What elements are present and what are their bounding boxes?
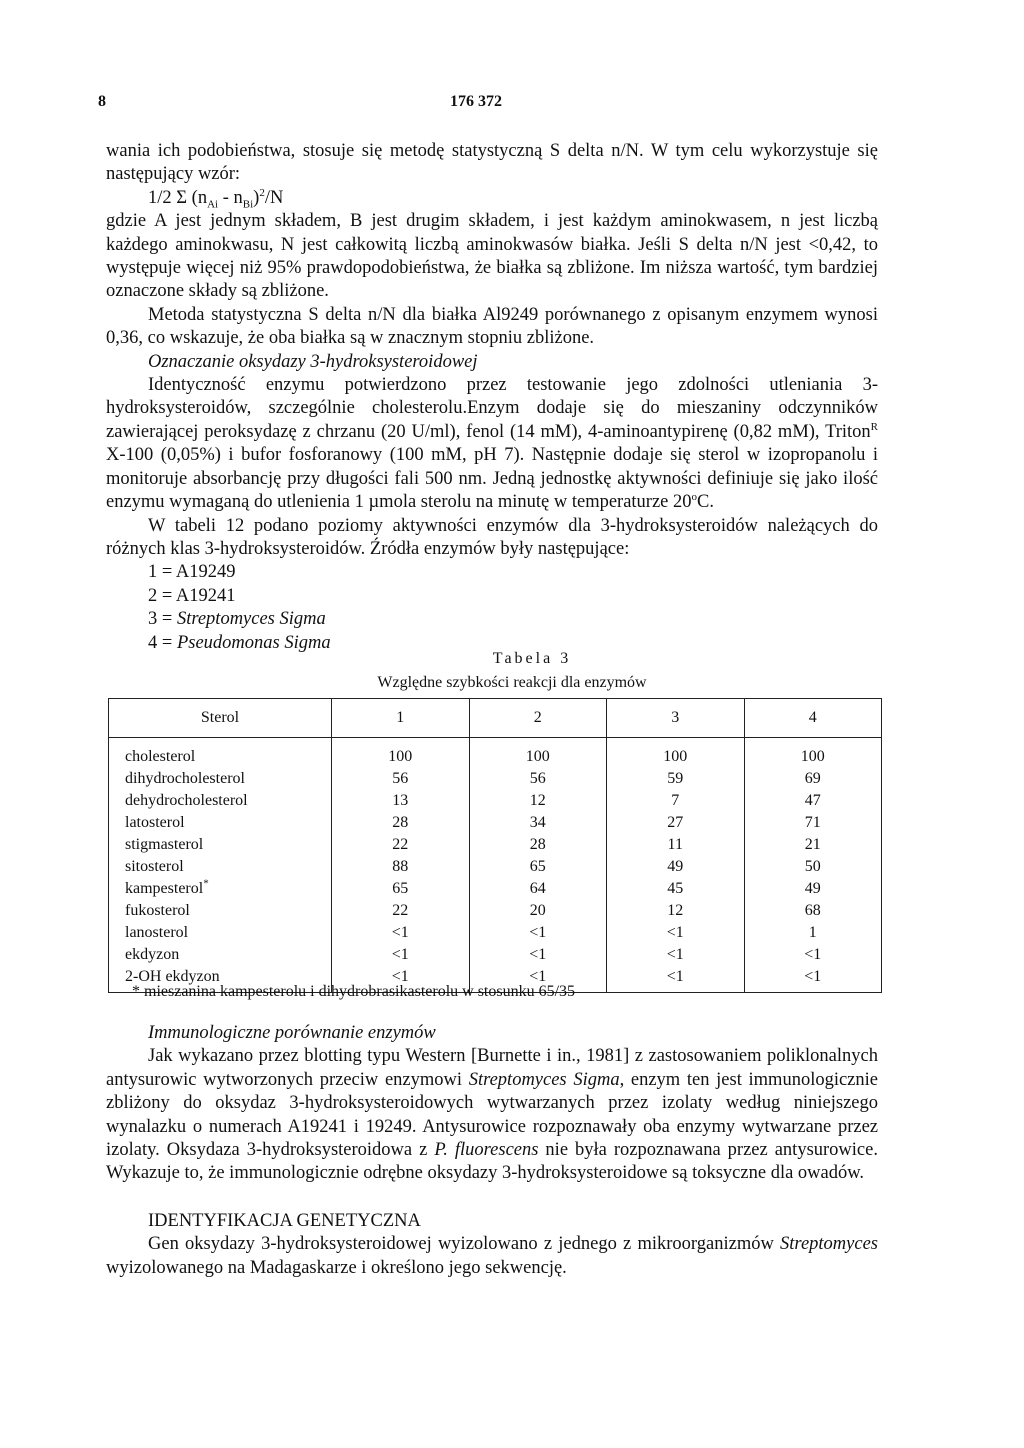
sterol-name: latosterol xyxy=(109,812,332,834)
paragraph-genetic: Gen oksydazy 3-hydroksysteroidowej wyizolowano z jednego z mikroorganizmów Streptomyces wyizolowanego na Madagaskarze i określono jego sekwencję. xyxy=(106,1234,878,1278)
table-row xyxy=(109,922,882,944)
rate-cell: <1 xyxy=(744,944,882,966)
rate-cell: <1 xyxy=(332,922,470,944)
formula: 1/2 Σ $(n_{Ai} - n_{Bi})^2/N$ xyxy=(148,186,284,211)
sterol-name: cholesterol xyxy=(109,738,332,769)
rate-cell: 100 xyxy=(332,738,470,769)
column-header: 1 xyxy=(332,699,470,738)
paragraph-intro: wania ich podobieństwa, stosuje się metodę statystyczną S delta n/N. W tym celu wykorzystuje się następujący wzór: xyxy=(106,141,878,185)
rate-cell: 88 xyxy=(332,856,470,878)
rate-cell: 11 xyxy=(607,834,745,856)
main-text xyxy=(106,140,878,655)
rate-cell: 7 xyxy=(607,790,745,812)
sterol-name: stigmasterol xyxy=(109,834,332,856)
sterol-name: ekdyzon xyxy=(109,944,332,966)
rate-cell: <1 xyxy=(332,944,470,966)
rate-cell: 69 xyxy=(744,768,882,790)
table-row xyxy=(109,944,882,966)
table-row xyxy=(109,878,882,900)
list-item-number: 4 = xyxy=(148,632,177,653)
rate-cell: <1 xyxy=(332,966,470,993)
rate-cell: <1 xyxy=(607,944,745,966)
rate-cell: 21 xyxy=(744,834,882,856)
list-item-number: 3 = xyxy=(148,609,177,630)
rate-cell: <1 xyxy=(607,922,745,944)
column-header: 4 xyxy=(744,699,882,738)
rate-cell: 56 xyxy=(332,768,470,790)
table-row xyxy=(109,812,882,834)
table-row xyxy=(109,856,882,878)
rate-cell: 59 xyxy=(607,768,745,790)
rate-cell: 22 xyxy=(332,834,470,856)
column-header: Sterol xyxy=(109,699,332,738)
list-item xyxy=(106,608,878,631)
footnote-marker: * xyxy=(203,877,209,890)
list-item-number: 2 = xyxy=(148,585,176,606)
sterol-name: fukosterol xyxy=(109,900,332,922)
rate-cell: 100 xyxy=(607,738,745,769)
paragraph-result: Metoda statystyczna S delta n/N dla białka Al9249 porównanego z opisanym enzymem wynosi 0,36, co wskazuje, że oba białka są w znacznym stopniu zbliżone. xyxy=(106,304,878,349)
rate-cell: 28 xyxy=(469,834,607,856)
paragraph-definitions: gdzie A jest jednym składem, B jest drugim składem, i jest każdym aminokwasem, n jest liczbą każdego aminokwasu, N jest całkowitą liczbą aminokwasów białka. Jeśli S delta n/N jest <0,42, to występuje więcej niż 95% prawdopodobieństwa, że białka są zbliżone. Im niższa wartość, tym bardziej oznaczone składy są zbliżone. xyxy=(106,211,878,302)
rate-cell: 47 xyxy=(744,790,882,812)
paragraph-immunology: Jak wykazano przez blotting typu Western [Burnette i in., 1981] z zastosowaniem poliklonalnych antysurowic wytworzonych przeciw enzymowi Streptomyces Sigma, enzym ten jest immunologicznie zbliżony do oksydaz 3-hydroksysteroidowych wytwarzanych przez izolaty według niniejszego wynalazku o numerach A19241 i 19249. Antysurowice rozpoznawały oba enzymy wytwarzane przez izolaty. Oksydaza 3-hydroksysteroidowa z P. fluorescens nie była rozpoznawana przez antysurowice. Wykazuje to, że immunologicznie odrębne oksydazy 3-hydroksysteroidowe są toksyczne dla owadów. xyxy=(106,1046,878,1184)
list-item-text: Pseudomonas Sigma xyxy=(176,632,331,653)
sterol-name: lanosterol xyxy=(109,922,332,944)
rate-cell: 45 xyxy=(607,878,745,900)
rate-cell: 12 xyxy=(469,790,607,812)
reaction-rate-table xyxy=(108,698,882,993)
list-item-text: A19249 xyxy=(175,562,236,583)
section-heading-immunology: Immunologiczne porównanie enzymów xyxy=(148,1023,436,1043)
rate-cell: 1 xyxy=(744,922,882,944)
section-immunology xyxy=(106,1022,878,1280)
list-item-number: 1 = xyxy=(148,562,176,583)
rate-cell: <1 xyxy=(744,966,882,993)
enzyme-source-list xyxy=(106,561,878,655)
rate-cell: 13 xyxy=(332,790,470,812)
list-item xyxy=(106,561,878,584)
table-row xyxy=(109,900,882,922)
rate-cell: 49 xyxy=(744,878,882,900)
rate-cell: 71 xyxy=(744,812,882,834)
rate-cell: 56 xyxy=(469,768,607,790)
rate-cell: <1 xyxy=(469,944,607,966)
paragraph-assay: Identyczność enzymu potwierdzono przez testowanie jego zdolności utleniania 3-hydroksysteroidów, szczególnie cholesterolu.Enzym dodaje się do mieszaniny odczynników zawierającej peroksydazę z chrzanu (20 U/ml), fenol (14 mM), 4-aminoantypirenę (0,82 mM), Triton$^R$ X-100 (0,05%) i bufor fosforanowy (100 mM, pH 7). Następnie dodaje się sterol w izopropanolu i monitoruje absorbancję przy długości fali 500 nm. Jedną jednostkę aktywności definiuje się jako ilość enzymu wymaganą do utlenienia 1 µmola sterolu na minutę w temperaturze 20$^o$C. xyxy=(106,375,878,513)
list-item-text: A19241 xyxy=(175,585,236,606)
rate-cell: 68 xyxy=(744,900,882,922)
rate-cell: 27 xyxy=(607,812,745,834)
rate-cell: 100 xyxy=(744,738,882,769)
rate-cell: <1 xyxy=(469,922,607,944)
column-header: 3 xyxy=(607,699,745,738)
column-header: 2 xyxy=(469,699,607,738)
table-row xyxy=(109,790,882,812)
rate-cell: 12 xyxy=(607,900,745,922)
rate-cell: 22 xyxy=(332,900,470,922)
rate-cell: 49 xyxy=(607,856,745,878)
rate-cell: 50 xyxy=(744,856,882,878)
section-heading-assay: Oznaczanie oksydazy 3-hydroksysteroidowej xyxy=(148,351,478,372)
section-heading-genetic: IDENTYFIKACJA GENETYCZNA xyxy=(148,1210,421,1231)
patent-number: 176 372 xyxy=(450,93,502,110)
table-subcaption: Względne szybkości reakcji dla enzymów xyxy=(377,674,647,691)
sterol-name: kampesterol* xyxy=(109,878,332,900)
table-row xyxy=(109,738,882,769)
table-row xyxy=(109,768,882,790)
rate-cell: 100 xyxy=(469,738,607,769)
sterol-name: dehydrocholesterol xyxy=(109,790,332,812)
list-item-text: Streptomyces Sigma xyxy=(176,609,326,630)
rate-cell: 65 xyxy=(469,856,607,878)
sterol-name: dihydrocholesterol xyxy=(109,768,332,790)
sterol-name: 2-OH ekdyzon xyxy=(109,966,332,993)
rate-cell: <1 xyxy=(469,966,607,993)
table-row xyxy=(109,834,882,856)
table-header-row xyxy=(109,699,882,738)
page-number: 8 xyxy=(98,93,106,110)
rate-cell: <1 xyxy=(607,966,745,993)
rate-cell: 20 xyxy=(469,900,607,922)
rate-cell: 34 xyxy=(469,812,607,834)
sterol-name: sitosterol xyxy=(109,856,332,878)
paragraph-table-intro: W tabeli 12 podano poziomy aktywności enzymów dla 3-hydroksysteroidów należących do różnych klas 3-hydroksysteroidów. Źródła enzymów były następujące: xyxy=(106,515,878,559)
rate-cell: 28 xyxy=(332,812,470,834)
rate-cell: 64 xyxy=(469,878,607,900)
list-item xyxy=(106,585,878,608)
table-caption: Tabela 3 xyxy=(492,650,572,667)
rate-cell: 65 xyxy=(332,878,470,900)
table-footnote: * mieszanina kampesterolu i dihydrobrasikasterolu w stosunku 65/35 xyxy=(132,983,576,1000)
